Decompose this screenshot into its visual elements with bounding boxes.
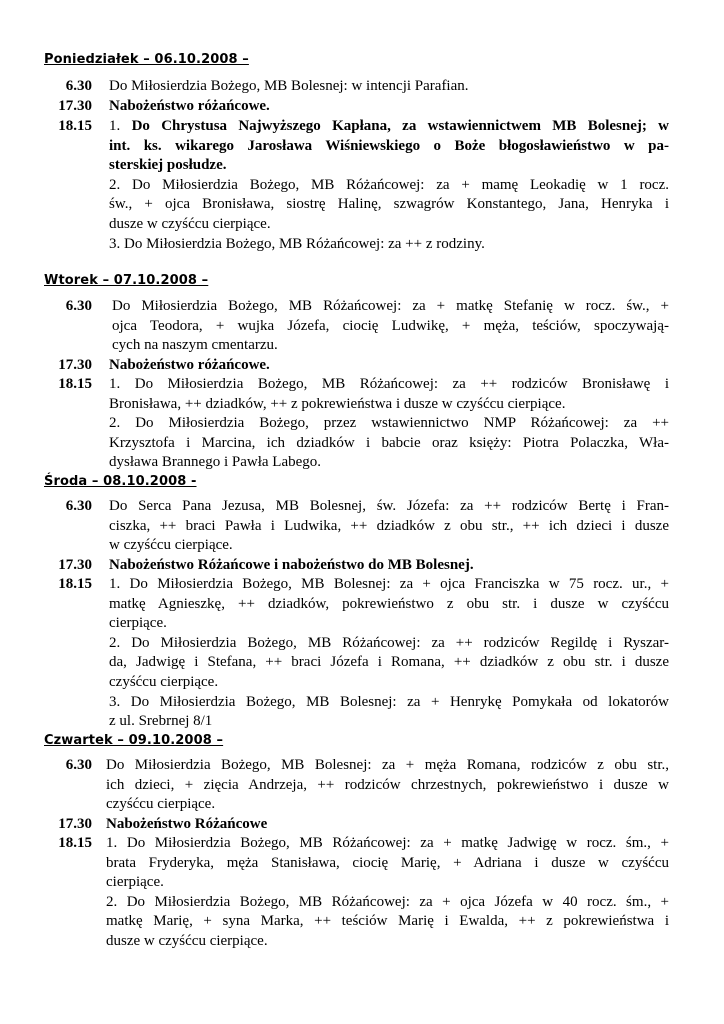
mass-time: 6.30: [65, 298, 92, 314]
mass-time: 18.15: [58, 835, 92, 851]
day-header-monday: Poniedziałek – 06.10.2008 –: [44, 52, 249, 67]
intention-line: Do Miłosierdzia Bożego, MB Bolesnej: za + męża Romana, rodziców z obu str.,: [106, 757, 669, 773]
intention-line: 3. Do Miłosierdzia Bożego, MB Różańcowej: za ++ z rodziny.: [109, 235, 485, 252]
intention-line: Krzysztofa i Marcina, ich dziadków i babcie oraz księży: Piotra Polaczka, Wła-: [109, 434, 669, 451]
intention-line: matkę Marię, + syna Marka, ++ teściów Marię i Ewalda, ++ z pokrewieństwa i: [106, 913, 669, 930]
intention-line: dysława Brannego i Pawła Labego.: [109, 454, 322, 471]
intention-line: Do Chrystusa Najwyższego Kapłana, za wstawiennictwem MB Bolesnej; w: [131, 118, 669, 134]
intention-line: w czyśćcu cierpiące.: [109, 537, 233, 554]
intention-line: ojca Teodora, + wujka Józefa, ciocię Ludwikę, + męża, teściów, spoczywają-: [112, 317, 669, 334]
mass-intention: [109, 77, 669, 97]
intention-line: 2. Do Miłosierdzia Bożego, MB Różańcowej: za ++ rodziców Regildę i Ryszar-: [109, 634, 669, 651]
intention-line: 1. Do Miłosierdzia Bożego, MB Bolesnej: za + ojca Franciszka w 75 rocz. ur., +: [109, 576, 669, 592]
mass-intention: [106, 756, 669, 815]
intention-line: czyśćcu cierpiące.: [109, 673, 219, 690]
rosary-service: [109, 97, 669, 117]
intention-line: brata Fryderyka, męża Stanisława, ciocię Marię, + Adriana i dusze w czyśćcu: [106, 854, 669, 871]
mass-time: 17.30: [58, 98, 92, 114]
intention-line: da, Jadwigę i Stefana, ++ braci Józefa i Romana, ++ dziadków z obu str. i dusze: [109, 654, 669, 671]
day-header-tuesday: Wtorek – 07.10.2008 –: [44, 273, 209, 288]
mass-time: 17.30: [58, 557, 92, 573]
intention-line: Do Miłosierdzia Bożego, MB Bolesnej: w intencji Parafian.: [109, 78, 469, 94]
intention-line: cierpiące.: [109, 615, 167, 632]
intention-line: ich dzieci, + zięcia Andrzeja, ++ rodziców chrzestnych, pokrewieństwo i dusze w: [106, 776, 669, 793]
mass-intention: [109, 117, 669, 254]
mass-time: 18.15: [58, 118, 92, 134]
mass-intention: [106, 834, 669, 952]
intention-line: Do Miłosierdzia Bożego, MB Różańcowej: za + matkę Stefanię w rocz. św., +: [112, 298, 669, 314]
intention-line: św., + ojca Bronisława, siostrę Halinę, szwagrów Konstantego, Jana, Henryka i: [109, 196, 669, 213]
mass-intention: [112, 297, 669, 356]
mass-time: 18.15: [58, 376, 92, 392]
intention-line: Nabożeństwo różańcowe.: [109, 357, 270, 373]
intention-line: dusze w czyśćcu cierpiące.: [109, 215, 271, 232]
mass-intention: [109, 497, 669, 556]
intention-line: 3. Do Miłosierdzia Bożego, MB Bolesnej: za + Henrykę Pomykała od lokatorów: [109, 693, 669, 710]
intention-line: 2. Do Miłosierdzia Bożego, MB Różańcowej: za + mamę Leokadię w 1 rocz.: [109, 176, 669, 193]
intention-line: 2. Do Miłosierdzia Bożego, przez wstawiennictwo NMP Różańcowej: za ++: [109, 415, 669, 432]
rosary-service: [106, 815, 669, 835]
mass-time: 18.15: [58, 576, 92, 592]
mass-time: 6.30: [65, 498, 92, 514]
mass-intention: [109, 575, 669, 732]
intention-line: cych na naszym cmentarzu.: [112, 337, 278, 354]
intention-line: Nabożeństwo Różańcowe: [106, 816, 268, 832]
intention-line: 1. Do Miłosierdzia Bożego, MB Różańcowej: za + matkę Jadwigę w rocz. śm., +: [106, 835, 669, 851]
day-header-wednesday: Środa – 08.10.2008 -: [44, 474, 197, 489]
intention-line: sterskiej posłudze.: [109, 157, 227, 174]
intention-line: matkę Agnieszkę, ++ dziadków, pokrewieństwo z obu str. i dusze w czyśćcu: [109, 595, 669, 612]
rosary-service: [109, 556, 669, 576]
intention-line: z ul. Srebrnej 8/1: [109, 713, 213, 730]
intention-number: 1.: [109, 118, 121, 134]
intention-line: ciszka, ++ braci Pawła i Ludwika, ++ dziadków z obu str., ++ ich dzieci i dusze: [109, 517, 669, 534]
day-header-thursday: Czwartek – 09.10.2008 –: [44, 733, 224, 748]
intention-line: Bronisława, ++ dziadków, ++ z pokrewieństwa i dusze w czyśćcu cierpiące.: [109, 395, 566, 412]
intention-line: czyśćcu cierpiące.: [106, 796, 216, 813]
intention-line: Do Serca Pana Jezusa, MB Bolesnej, św. Józefa: za ++ rodziców Bertę i Fran-: [109, 498, 669, 514]
intention-line: Nabożeństwo Różańcowe i nabożeństwo do MB Bolesnej.: [109, 557, 474, 573]
rosary-service: [109, 356, 669, 376]
intention-line: dusze w czyśćcu cierpiące.: [106, 932, 268, 949]
intention-line: Nabożeństwo różańcowe.: [109, 98, 270, 114]
mass-time: 6.30: [65, 757, 92, 773]
mass-intention: [109, 375, 669, 473]
intention-line: 1. Do Miłosierdzia Bożego, MB Różańcowej: za ++ rodziców Bronisławę i: [109, 376, 669, 392]
mass-time: 17.30: [58, 357, 92, 373]
intention-line: int. ks. wikarego Jarosława Wiśniewskiego o Boże błogosławieństwo w pa-: [109, 137, 669, 154]
mass-time: 6.30: [65, 78, 92, 94]
intention-line: 2. Do Miłosierdzia Bożego, MB Różańcowej: za + ojca Józefa w 40 rocz. śm., +: [106, 893, 669, 910]
mass-time: 17.30: [58, 816, 92, 832]
intention-line: cierpiące.: [106, 874, 164, 891]
